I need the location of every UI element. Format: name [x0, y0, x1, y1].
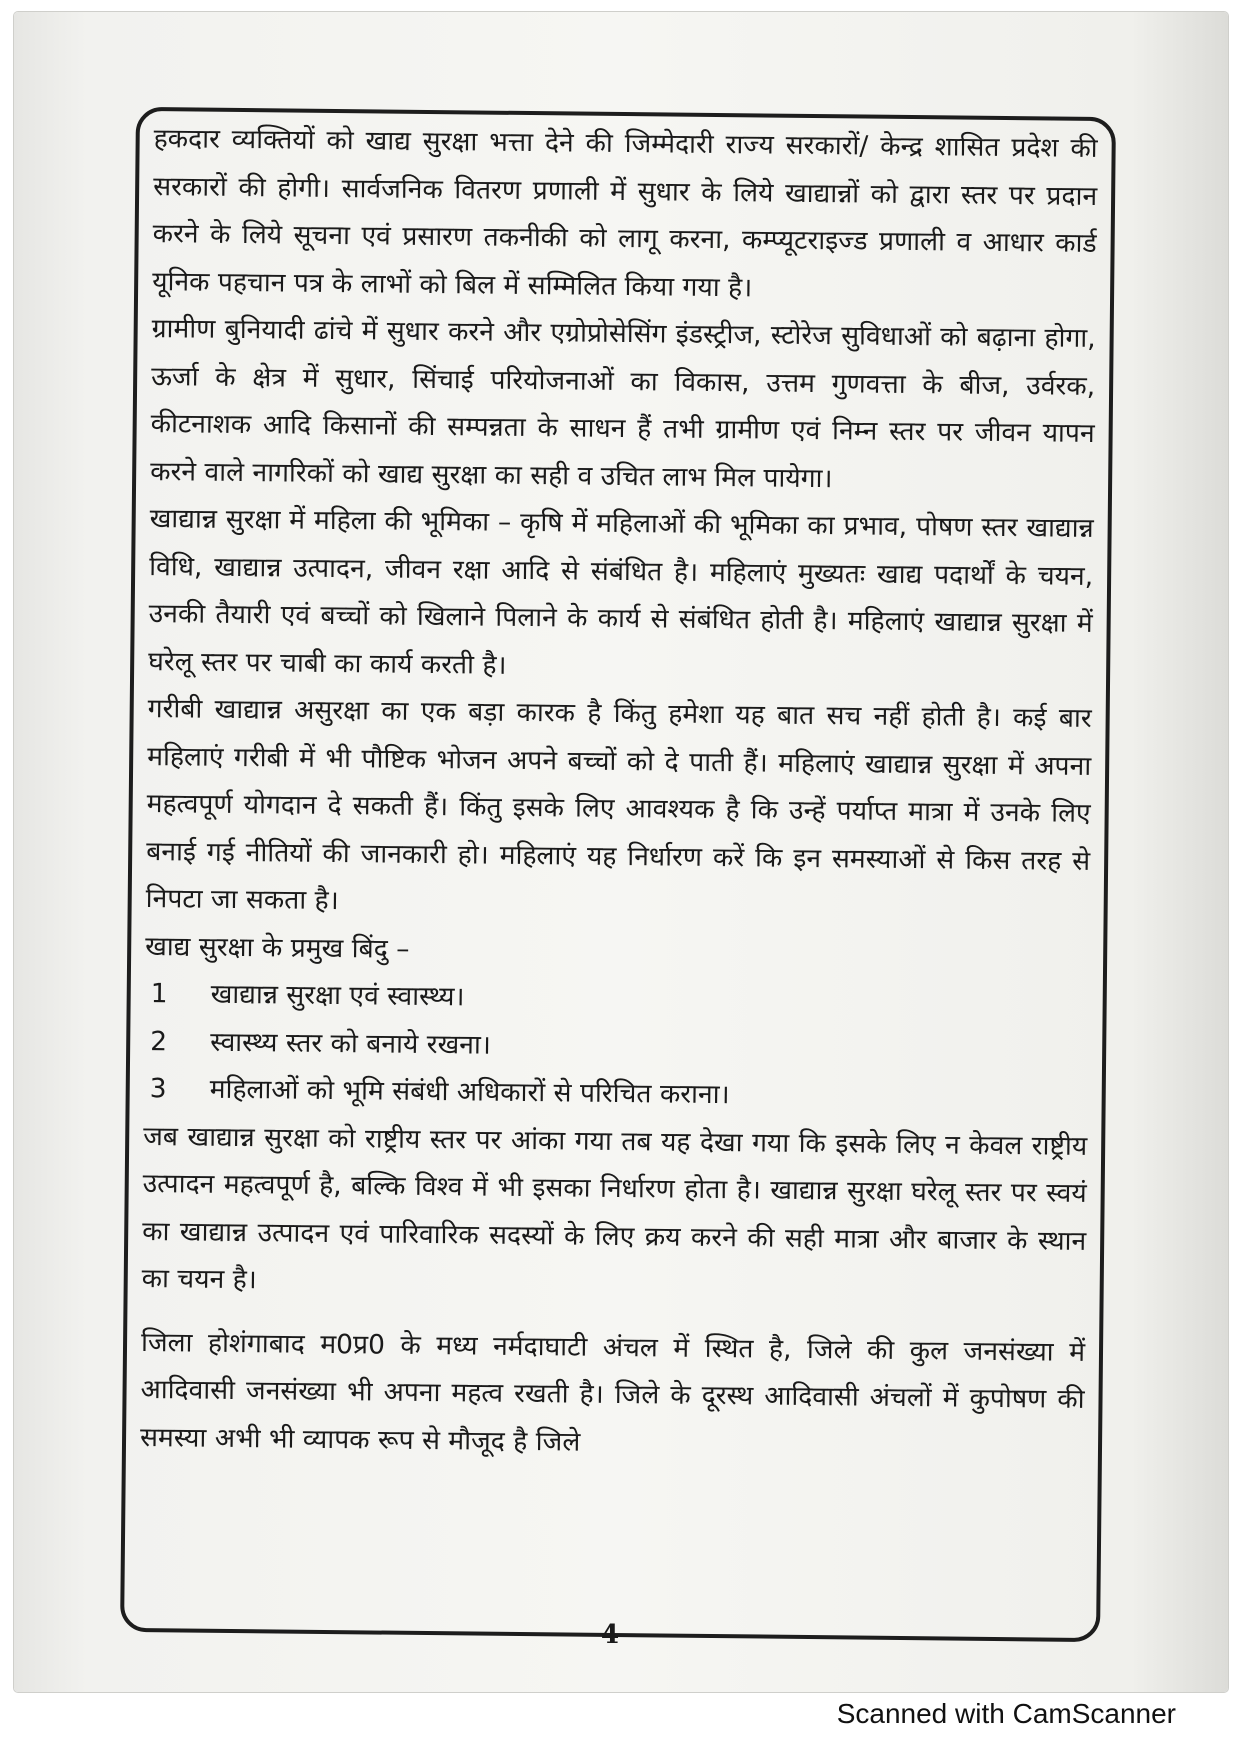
list-item-text: स्वास्थ्य स्तर को बनाये रखना। [210, 1026, 492, 1061]
list-item-number: 1 [150, 978, 168, 1010]
page-number: 4 [600, 1620, 620, 1650]
camscanner-watermark: Scanned with CamScanner [836, 1698, 1176, 1729]
paragraph-women-role: खाद्यान्न सुरक्षा में महिला की भूमिका – कृषि में महिलाओं की भूमिका का प्रभाव, पोषण स्तर खाद्यान्न विधि, खाद्यान्न उत्पादन, जीवन रक्षा आदि से संबंधित है। महिलाएं मुख्यतः खाद्य पदार्थों के चयन, उनकी तैयारी एवं बच्चों को खिलाने पिलाने के कार्य से संबंधित होती है। महिलाएं खाद्यान्न सुरक्षा में घरेलू स्तर पर चाबी का कार्य करती है। [148, 503, 1094, 681]
list-item-text: महिलाओं को भूमि संबंधी अधिकारों से परिचित कराना। [209, 1073, 730, 1111]
page-content [140, 115, 1098, 1471]
list-item-text: खाद्यान्न सुरक्षा एवं स्वास्थ्य। [210, 978, 465, 1013]
paragraph-rural-infrastructure: ग्रामीण बुनियादी ढांचे में सुधार करने और एग्रोप्रोसेसिंग इंडस्ट्रीज, स्टोरेज सुविधाओं को बढ़ाना होगा, ऊर्जा के क्षेत्र में सुधार, सिंचाई परियोजनाओं का विकास, उत्तम गुणवत्ता के बीज, उर्वरक, कीटनाशक आदि किसानों की सम्पन्नता के साधन हैं तभी ग्रामीण एवं निम्न स्तर पर जीवन यापन करने वाले नागरिकों को खाद्य सुरक्षा का सही व उचित लाभ मिल पायेगा। [150, 313, 1096, 494]
paragraph-poverty: गरीबी खाद्यान्न असुरक्षा का एक बड़ा कारक है किंतु हमेशा यह बात सच नहीं होती है। कई बार महिलाएं गरीबी में भी पौष्टिक भोजन अपने बच्चों को दे पाती हैं। महिलाएं खाद्यान्न सुरक्षा में अपना महत्वपूर्ण योगदान दे सकती हैं। किंतु इसके लिए आवश्यक है कि उन्हें पर्याप्त मात्रा में उनके लिए बनाई गई नीतियों की जानकारी हो। महिलाएं यह निर्धारण करें कि इन समस्याओं से किस तरह से निपटा जा सकता है। [145, 693, 1092, 917]
paragraph-hoshangabad-district: जिला होशंगाबाद म0प्र0 के मध्य नर्मदाघाटी अंचल में स्थित है, जिले की कुल जनसंख्या में आदिवासी जनसंख्या भी अपना महत्व रखती है। जिले के दूरस्थ आदिवासी अंचलों में कुपोषण की समस्या अभी भी व्यापक रूप से मौजूद है जिले [139, 1326, 1086, 1458]
paragraph-national-level: जब खाद्यान्न सुरक्षा को राष्ट्रीय स्तर पर आंका गया तब यह देखा गया कि इसके लिए न केवल राष्ट्रीय उत्पादन महत्वपूर्ण है, बल्कि विश्व में भी इसका निर्धारण होता है। खाद्यान्न सुरक्षा घरेलू स्तर पर स्वयं का खाद्यान्न उत्पादन एवं पारिवारिक सदस्यों के लिए क्रय करने की सही मात्रा और बाजार के स्थान का चयन है। [141, 1120, 1088, 1296]
text-border-frame [120, 107, 1116, 1642]
points-heading: खाद्य सुरक्षा के प्रमुख बिंदु – [145, 930, 410, 965]
list-item-number: 2 [150, 1025, 168, 1057]
paragraph-food-security-allowance: हकदार व्यक्तियों को खाद्य सुरक्षा भत्ता देने की जिम्मेदारी राज्य सरकारों/ केन्द्र शासित प्रदेश की सरकारों की होगी। सार्वजनिक वितरण प्रणाली में सुधार के लिये खाद्यान्नों को द्वारा स्तर पर प्रदान करने के लिये सूचना एवं प्रसारण तकनीकी को लागू करना, कम्प्यूटराइज्ड प्रणाली व आधार कार्ड यूनिक पहचान पत्र के लाभों को बिल में सम्मिलित किया गया है। [152, 123, 1098, 303]
list-item-number: 3 [149, 1073, 167, 1105]
